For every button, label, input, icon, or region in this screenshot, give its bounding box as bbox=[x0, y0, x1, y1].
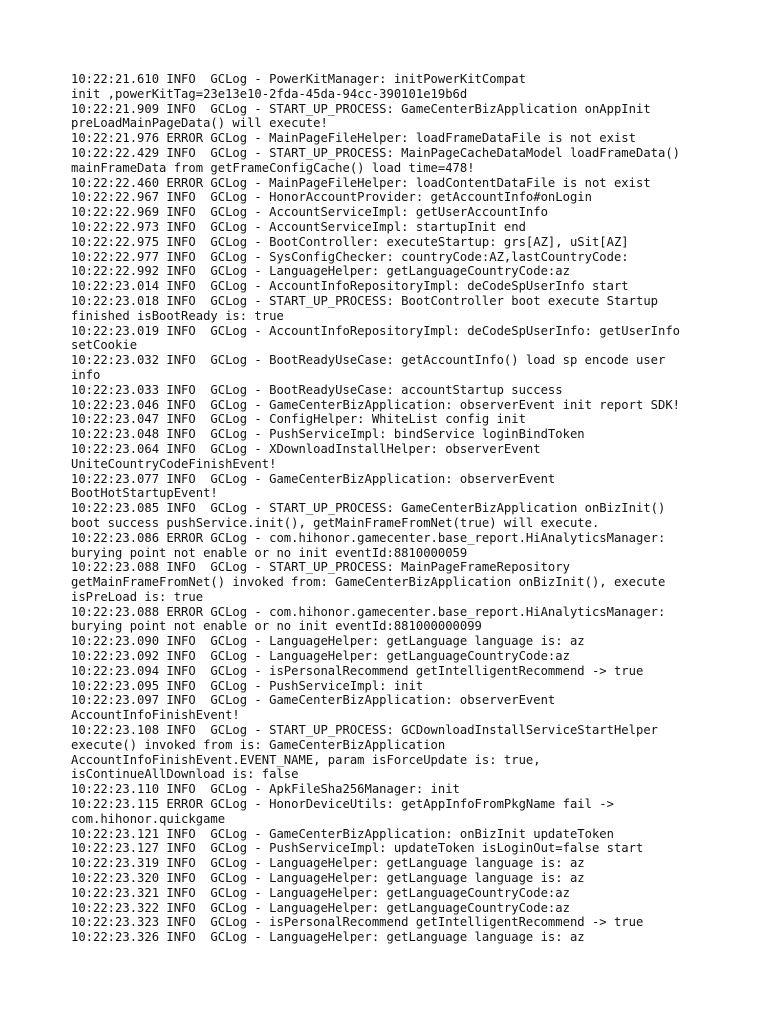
log-line: 10:22:23.064 INFO GCLog - XDownloadInstallHelper: observerEvent bbox=[71, 441, 541, 456]
log-line: 10:22:23.032 INFO GCLog - BootReadyUseCase: getAccountInfo() load sp encode user bbox=[71, 353, 666, 368]
log-line: 10:22:23.048 INFO GCLog - PushServiceImpl: bindService loginBindToken bbox=[71, 427, 585, 442]
log-line: isPreLoad is: true bbox=[71, 589, 204, 604]
log-line: 10:22:23.326 INFO GCLog - LanguageHelper: getLanguage language is: az bbox=[71, 930, 585, 945]
log-line: 10:22:23.095 INFO GCLog - PushServiceImpl: init bbox=[71, 678, 424, 693]
log-line: 10:22:23.115 ERROR GCLog - HonorDeviceUtils: getAppInfoFromPkgName fail -> bbox=[71, 797, 614, 812]
log-line: 10:22:22.992 INFO GCLog - LanguageHelper: getLanguageCountryCode:az bbox=[71, 264, 570, 279]
log-line: 10:22:23.033 INFO GCLog - BootReadyUseCase: accountStartup success bbox=[71, 382, 563, 397]
log-line: getMainFrameFromNet() invoked from: GameCenterBizApplication onBizInit(), execute bbox=[71, 575, 666, 590]
log-line: 10:22:23.085 INFO GCLog - START_UP_PROCESS: GameCenterBizApplication onBizInit() bbox=[71, 501, 666, 516]
log-line: preLoadMainPageData() will execute! bbox=[71, 116, 328, 131]
log-line: 10:22:23.014 INFO GCLog - AccountInfoRepositoryImpl: deCodeSpUserInfo start bbox=[71, 279, 629, 294]
log-line: burying point not enable or no init eventId:881000000099 bbox=[71, 619, 482, 634]
log-line: 10:22:23.046 INFO GCLog - GameCenterBizApplication: observerEvent init report SDK! bbox=[71, 397, 681, 412]
log-line: 10:22:23.090 INFO GCLog - LanguageHelper: getLanguage language is: az bbox=[71, 634, 585, 649]
log-line: init ,powerKitTag=23e13e10-2fda-45da-94cc-390101e19b6d bbox=[71, 86, 468, 101]
log-text-block bbox=[71, 72, 761, 945]
log-line: setCookie bbox=[71, 338, 138, 353]
log-line: info bbox=[71, 367, 101, 382]
log-line: 10:22:23.121 INFO GCLog - GameCenterBizApplication: onBizInit updateToken bbox=[71, 826, 614, 841]
log-line: BootHotStartupEvent! bbox=[71, 486, 218, 501]
log-line: AccountInfoFinishEvent.EVENT_NAME, param isForceUpdate is: true, bbox=[71, 752, 541, 767]
log-line: 10:22:23.320 INFO GCLog - LanguageHelper: getLanguage language is: az bbox=[71, 871, 585, 886]
log-line: com.hihonor.quickgame bbox=[71, 811, 226, 826]
log-line: 10:22:22.977 INFO GCLog - SysConfigChecker: countryCode:AZ,lastCountryCode: bbox=[71, 249, 629, 264]
log-line: boot success pushService.init(), getMainFrameFromNet(true) will execute. bbox=[71, 515, 600, 530]
log-line: 10:22:22.969 INFO GCLog - AccountServiceImpl: getUserAccountInfo bbox=[71, 205, 548, 220]
log-line: execute() invoked from is: GameCenterBizApplication bbox=[71, 737, 446, 752]
log-line: 10:22:23.086 ERROR GCLog - com.hihonor.gamecenter.base_report.HiAnalyticsManager: bbox=[71, 530, 666, 545]
log-line: 10:22:22.967 INFO GCLog - HonorAccountProvider: getAccountInfo#onLogin bbox=[71, 190, 592, 205]
log-line: 10:22:23.094 INFO GCLog - isPersonalRecommend getIntelligentRecommend -> true bbox=[71, 663, 644, 678]
log-line: 10:22:23.092 INFO GCLog - LanguageHelper: getLanguageCountryCode:az bbox=[71, 649, 570, 664]
log-line: 10:22:23.097 INFO GCLog - GameCenterBizApplication: observerEvent bbox=[71, 693, 556, 708]
log-line: 10:22:21.909 INFO GCLog - START_UP_PROCESS: GameCenterBizApplication onAppInit bbox=[71, 101, 651, 116]
log-line: 10:22:23.127 INFO GCLog - PushServiceImpl: updateToken isLoginOut=false start bbox=[71, 841, 644, 856]
log-line: 10:22:23.047 INFO GCLog - ConfigHelper: WhiteList config init bbox=[71, 412, 526, 427]
log-line: 10:22:23.088 INFO GCLog - START_UP_PROCESS: MainPageFrameRepository bbox=[71, 560, 570, 575]
log-line: 10:22:23.321 INFO GCLog - LanguageHelper: getLanguageCountryCode:az bbox=[71, 885, 570, 900]
log-line: AccountInfoFinishEvent! bbox=[71, 708, 240, 723]
log-line: 10:22:23.018 INFO GCLog - START_UP_PROCESS: BootController boot execute Startup bbox=[71, 293, 658, 308]
log-line: UniteCountryCodeFinishEvent! bbox=[71, 456, 277, 471]
log-line: 10:22:21.610 INFO GCLog - PowerKitManager: initPowerKitCompat bbox=[71, 72, 526, 86]
log-line: 10:22:22.460 ERROR GCLog - MainPageFileHelper: loadContentDataFile is not exist bbox=[71, 175, 651, 190]
log-line: 10:22:23.323 INFO GCLog - isPersonalRecommend getIntelligentRecommend -> true bbox=[71, 915, 644, 930]
log-line: 10:22:23.088 ERROR GCLog - com.hihonor.gamecenter.base_report.HiAnalyticsManager: bbox=[71, 604, 666, 619]
log-line: 10:22:23.108 INFO GCLog - START_UP_PROCESS: GCDownloadInstallServiceStartHelper bbox=[71, 723, 658, 738]
log-line: 10:22:23.019 INFO GCLog - AccountInfoRepositoryImpl: deCodeSpUserInfo: getUserInfo bbox=[71, 323, 681, 338]
log-line: burying point not enable or no init eventId:8810000059 bbox=[71, 545, 468, 560]
log-line: 10:22:23.322 INFO GCLog - LanguageHelper: getLanguageCountryCode:az bbox=[71, 900, 570, 915]
log-line: 10:22:22.429 INFO GCLog - START_UP_PROCESS: MainPageCacheDataModel loadFrameData() bbox=[71, 145, 681, 160]
log-line: isContinueAllDownload is: false bbox=[71, 767, 299, 782]
log-line: mainFrameData from getFrameConfigCache() load time=478! bbox=[71, 160, 475, 175]
log-line: 10:22:23.077 INFO GCLog - GameCenterBizApplication: observerEvent bbox=[71, 471, 556, 486]
log-line: 10:22:22.975 INFO GCLog - BootController: executeStartup: grs[AZ], uSit[AZ] bbox=[71, 234, 629, 249]
log-line: finished isBootReady is: true bbox=[71, 308, 284, 323]
log-line: 10:22:23.319 INFO GCLog - LanguageHelper: getLanguage language is: az bbox=[71, 856, 585, 871]
log-line: 10:22:23.110 INFO GCLog - ApkFileSha256Manager: init bbox=[71, 782, 460, 797]
log-line: 10:22:21.976 ERROR GCLog - MainPageFileHelper: loadFrameDataFile is not exist bbox=[71, 131, 636, 146]
log-line: 10:22:22.973 INFO GCLog - AccountServiceImpl: startupInit end bbox=[71, 219, 526, 234]
